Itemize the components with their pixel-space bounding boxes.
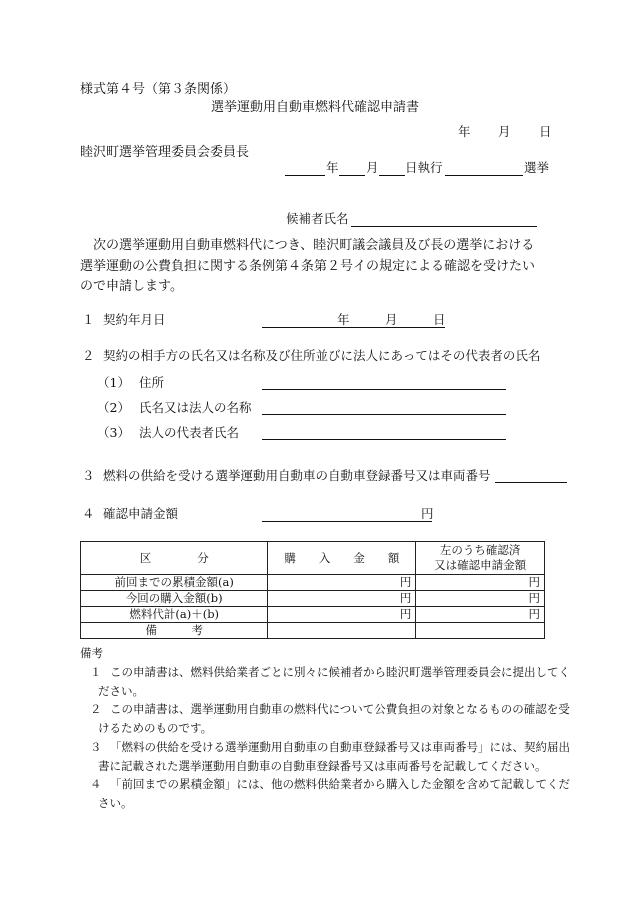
contract-day-label: 日 (433, 312, 446, 327)
sub-item-label: 住所 (139, 375, 165, 390)
election-name-field[interactable] (445, 175, 523, 176)
sub-item-number: （2） (97, 400, 130, 415)
header-confirmed-line1: 左のうち確認済 (439, 543, 521, 557)
purchase-amount-cell[interactable]: 円 (268, 575, 416, 591)
note-number: ３ (90, 740, 102, 754)
election-year-field[interactable] (285, 175, 325, 176)
note-number: １ (90, 665, 102, 679)
body-line: ので申請します。 (80, 279, 183, 294)
sub-item-number: （3） (97, 425, 130, 440)
sub-item-number: （1） (97, 375, 130, 390)
row-label: 燃料代計(a)＋(b) (81, 607, 268, 623)
item-label: 契約年月日 (103, 312, 166, 327)
table-row (81, 623, 545, 639)
sub-item-label: 法人の代表者氏名 (139, 425, 240, 440)
vehicle-number-field[interactable] (495, 482, 567, 483)
date-day-label: 日 (539, 124, 552, 139)
date-month-label: 月 (498, 124, 511, 139)
remarks-cell[interactable] (268, 623, 416, 639)
page-title: 選挙運動用自動車燃料代確認申請書 (210, 100, 419, 115)
name-field[interactable] (262, 414, 506, 415)
request-amount-field[interactable] (262, 521, 432, 522)
contract-year-label: 年 (337, 312, 350, 327)
item-number: １ (82, 312, 95, 327)
confirmed-amount-cell[interactable]: 円 (416, 591, 545, 607)
purchase-amount-cell[interactable]: 円 (268, 607, 416, 623)
table-row (81, 607, 545, 623)
header-confirmed-line2: 又は確認申請金額 (434, 558, 527, 572)
note-line: ださい。 (98, 683, 144, 698)
confirmed-amount-cell[interactable]: 円 (416, 607, 545, 623)
body-line: 選挙運動の公費負担に関する条例第４条第２号イの規定による確認を受けたい (80, 258, 536, 274)
table-row (81, 575, 545, 591)
yen-unit: 円 (421, 506, 434, 521)
item-label: 契約の相手方の氏名又は名称及び住所並びに法人にあってはその代表者の氏名 (103, 348, 541, 363)
note-line: さい。 (98, 795, 133, 810)
confirmed-amount-cell[interactable]: 円 (416, 575, 545, 591)
election-day-exec-label: 日執行 (405, 160, 443, 175)
addressee: 睦沢町選挙管理委員会委員長 (80, 145, 250, 160)
amount-table (80, 541, 545, 639)
note-line: この申請書は、燃料供給業者ごとに別々に候補者から睦沢町選挙管理委員会に提出してく (110, 665, 570, 679)
note-line: 「前回までの累積金額」には、他の燃料供給業者から購入した金額を含めて記載してくだ (110, 777, 570, 791)
note-line: 「燃料の供給を受ける選挙運動用自動車の自動車登録番号又は車両番号」には、契約届出 (110, 740, 570, 754)
row-label: 今回の購入金額(b) (81, 591, 268, 607)
table-header-row (81, 542, 545, 575)
note-number: ２ (90, 702, 102, 716)
date-year-label: 年 (458, 124, 471, 139)
item-number: ４ (82, 506, 95, 521)
row-label: 前回までの累積金額(a) (81, 575, 268, 591)
contract-month-label: 月 (385, 312, 398, 327)
note-line: この申請書は、選挙運動用自動車の燃料代について公費負担の対象となるものの確認を受 (110, 702, 570, 716)
item-number: ２ (82, 348, 95, 363)
body-line: 次の選挙運動用自動車燃料代につき、睦沢町議会議員及び長の選挙における (93, 238, 535, 253)
candidate-name-field[interactable] (351, 226, 537, 227)
sub-item-label: 氏名又は法人の名称 (139, 400, 252, 415)
header-confirmed-amount (416, 542, 545, 575)
remarks-cell[interactable] (416, 623, 545, 639)
note-line: けるためのものです。 (98, 720, 213, 735)
notes-heading: 備考 (80, 646, 103, 660)
representative-field[interactable] (262, 439, 506, 440)
contract-date-field[interactable] (262, 327, 445, 328)
candidate-label: 候補者氏名 (286, 211, 349, 226)
note-number: ４ (90, 777, 102, 791)
address-field[interactable] (262, 389, 506, 390)
row-label: 備 考 (81, 623, 268, 639)
body-paragraph (80, 236, 550, 298)
form-number: 様式第４号（第３条関係） (80, 82, 237, 97)
note-line: 書に記載された選挙運動用自動車の自動車登録番号又は車両番号を記載してください。 (98, 758, 547, 773)
item-label: 確認申請金額 (103, 506, 179, 521)
item-number: ３ (82, 468, 95, 483)
election-month-label: 月 (366, 160, 379, 175)
header-purchase-amount: 購 入 金 額 (268, 542, 416, 575)
election-label: 選挙 (524, 160, 550, 175)
table-row (81, 591, 545, 607)
election-day-field[interactable] (379, 175, 405, 176)
header-category: 区 分 (81, 542, 268, 575)
item-label: 燃料の供給を受ける選挙運動用自動車の自動車登録番号又は車両番号 (103, 468, 491, 483)
purchase-amount-cell[interactable]: 円 (268, 591, 416, 607)
election-month-field[interactable] (339, 175, 365, 176)
election-year-label: 年 (326, 160, 339, 175)
